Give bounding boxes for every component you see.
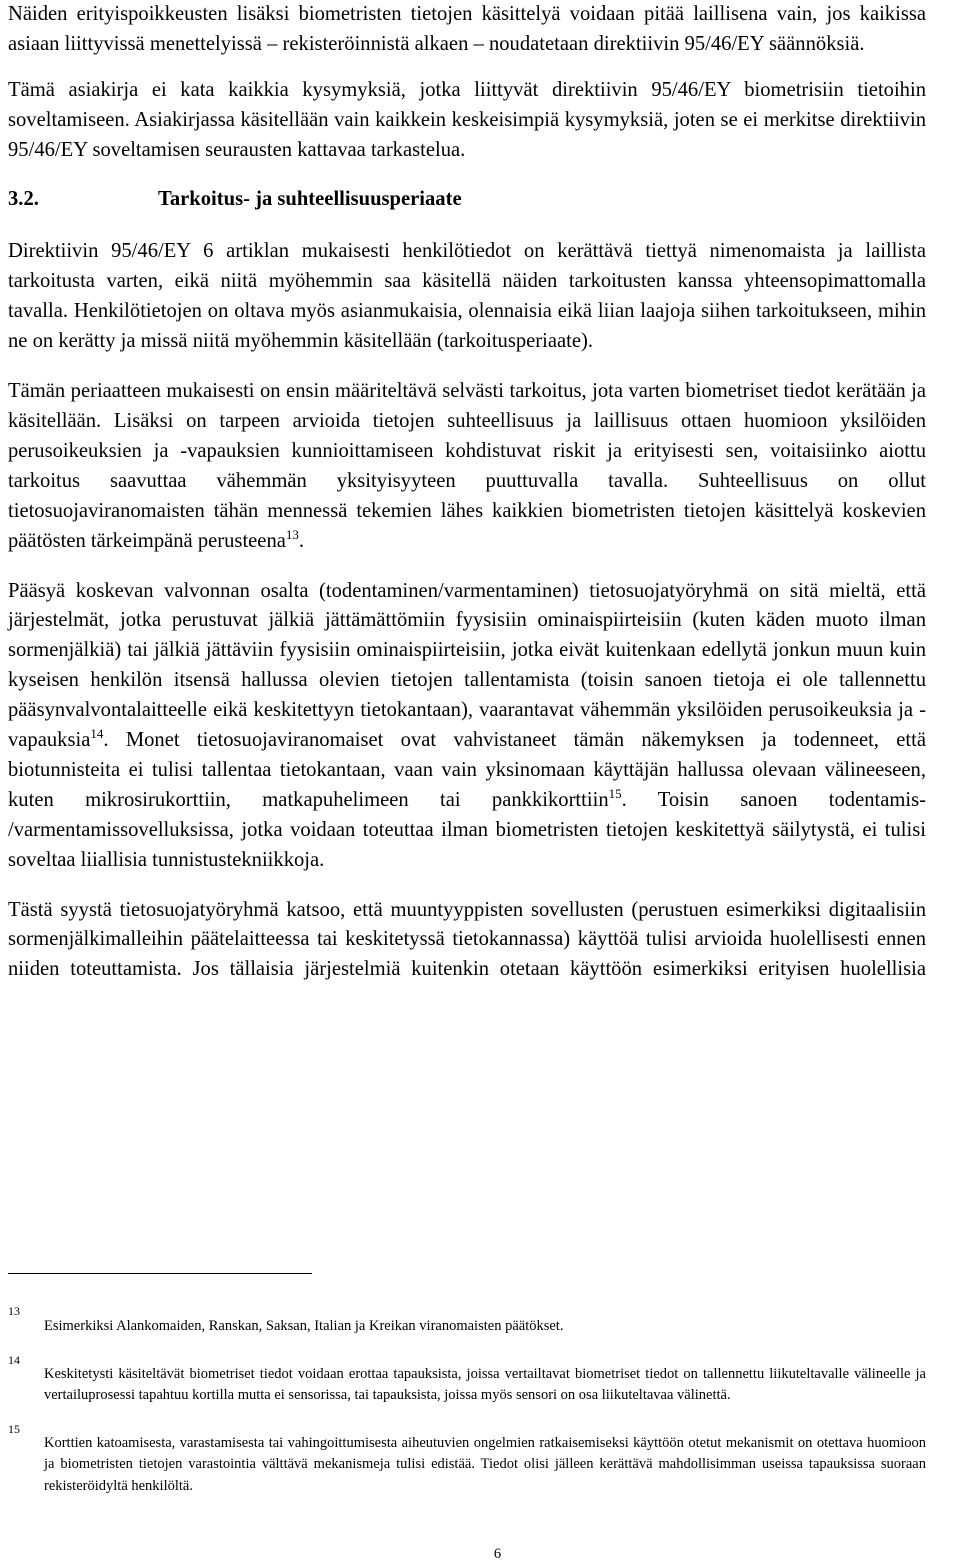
paragraph-scope: Tämä asiakirja ei kata kaikkia kysymyksiä, jotka liittyvät direktiivin 95/46/EY biometrisiin tietoihin soveltamiseen. Asiakirjassa käsitellään vain kaikkein keskeisimpiä kysymyksiä, joten se ei merkitse direktiivin 95/46/EY soveltamisen seurausten kattavaa tarkastelua. <box>8 78 926 161</box>
footnote-text: Esimerkiksi Alankomaiden, Ranskan, Saksan, Italian ja Kreikan viranomaisten päätökset. <box>44 1318 564 1334</box>
paragraph-text: Tämän periaatteen mukaisesti on ensin määriteltävä selvästi tarkoitus, jota varten biometriset tiedot kerätään ja käsitellään. Lisäksi on tarpeen arvioida tietojen suhteellisuus ja laillisuus ottaen huomioon yksilöiden perusoikeuksien ja -vapauksien kunnioittamiseen kohdistuvat riskit ja erityisesti sen, voitaisiinko aiottu tarkoitus saavuttaa vähemmän yksityisyyteen puuttuvalla tavalla. Suhteellisuus on ollut tietosuojaviranomaisten tähän mennessä tekemien lähes kaikkien biometristen tietojen käsittelyä koskevien päätösten tärkeimpänä perusteena <box>8 380 926 552</box>
footnote-ref-13[interactable]: 13 <box>285 526 299 542</box>
footnote-separator <box>8 1273 312 1274</box>
paragraph-text-end: . <box>298 529 305 552</box>
section-title: Tarkoitus- ja suhteellisuusperiaate <box>158 187 462 210</box>
paragraph-text: Pääsyä koskevan valvonnan osalta (todentaminen/varmentaminen) tietosuojatyöryhmä on sitä mieltä, että järjestelmät, jotka perustuvat jälkiä jättämättömiin fyysisiin ominaispiirteisiin (kuten käden muoto ilman sormenjälkiä) tai jälkiä jättäviin fyysisiin ominaispiirteisiin, jotka eivät kuitenkaan edellytä jonkun muun kuin kyseisen henkilön itsensä hallussa olevien tietojen tallentamista (toisin sanoen tietoja ei ole tallennettu pääsynvalvontalaitteelle eikä keskitettyyn tietokantaan), vaarantavat vähemmän yksilöiden perusoikeuksia ja -vapauksia <box>8 579 926 752</box>
paragraph-exceptions: Näiden erityispoikkeusten lisäksi biometristen tietojen käsittelyä voidaan pitää laillisena vain, jos kaikissa asiaan liittyvissä menettelyissä – rekisteröinnistä alkaen – noudatetaan direktiivin 95/46/EY säännöksiä. <box>8 3 926 55</box>
page-number: 6 <box>493 1546 502 1562</box>
paragraph-text: . Monet tietosuojaviranomaiset ovat vahvistaneet tämän näkemyksen ja todenneet, että biotunnisteita ei tulisi tallentaa tietokantaan, vaan vain yksinomaan käyttäjän hallussa olevaan välineeseen, kuten mikrosirukorttiin, matkapuhelimeen tai pankkikorttiin <box>8 729 926 811</box>
footnote <box>8 1352 926 1407</box>
footnote-text: Korttien katoamisesta, varastamisesta tai vahingoittumisesta aiheutuvien ongelmien ratkaisemiseksi käyttöön otetut mekanismit on otettava huomioon ja biometristen tietojen varastointia välttävä mekanismeja tulisi edistää. Tiedot olisi jälleen kerättävä mahdollisimman useissa tapauksissa suoraan rekisteröidyltä henkilöltä. <box>44 1434 926 1494</box>
footnote-mark: 15 <box>8 1421 20 1436</box>
section-heading <box>8 185 926 215</box>
section-number: 3.2. <box>8 187 39 210</box>
paragraph-access-control <box>8 577 926 876</box>
footnote-ref-14[interactable]: 14 <box>90 726 104 742</box>
paragraph-other-applications: Tästä syystä tietosuojatyöryhmä katsoo, että muuntyyppisten sovellusten (perustuen esimerkiksi digitaalisiin sormenjälkimalleihin päätelaitteessa tai keskitetyssä tietokannassa) käyttöä tulisi arvioida huolellisesti ennen niiden toteuttamista. Jos tällaisia järjestelmiä kuitenkin otetaan käyttöön esimerkiksi erityisen huolellisia <box>8 898 926 981</box>
paragraph-proportionality <box>8 377 926 556</box>
footnote-mark: 14 <box>8 1352 20 1367</box>
footnote-mark: 13 <box>8 1304 20 1318</box>
footnotes <box>8 1303 926 1511</box>
footnote <box>8 1303 926 1338</box>
document-page <box>8 0 926 985</box>
footnote-text: Keskitetysti käsiteltävät biometriset tiedot voidaan erottaa tapauksista, joissa vertailtavat biometriset tiedot on tallennettu liikuteltavalle välineelle ja vertailuprosessi tapahtuu kortilla mutta ei sensorissa, tai tapauksista, joissa myös sensori on osa liikuteltavaa välinettä. <box>44 1365 926 1403</box>
paragraph-purpose-principle: Direktiivin 95/46/EY 6 artiklan mukaisesti henkilötiedot on kerättävä tiettyä nimenomaista ja laillista tarkoitusta varten, eikä niitä myöhemmin saa käsitellä näiden tarkoitusten kanssa yhteensopimattomalla tavalla. Henkilötietojen on oltava myös asianmukaisia, olennaisia eikä liian laajoja siihen tarkoitukseen, mihin ne on kerätty ja missä niitä myöhemmin käsitellään (tarkoitusperiaate). <box>8 240 926 353</box>
footnote <box>8 1421 926 1498</box>
footnote-ref-15[interactable]: 15 <box>608 785 622 801</box>
paragraph-text: . Toisin sanoen todentamis- /varmentamissovelluksissa, jotka voidaan toteuttaa ilman biometristen tietojen keskitettyä säilytystä, ei tulisi soveltaa liiallisia tunnistustekniikkoja. <box>8 788 927 871</box>
